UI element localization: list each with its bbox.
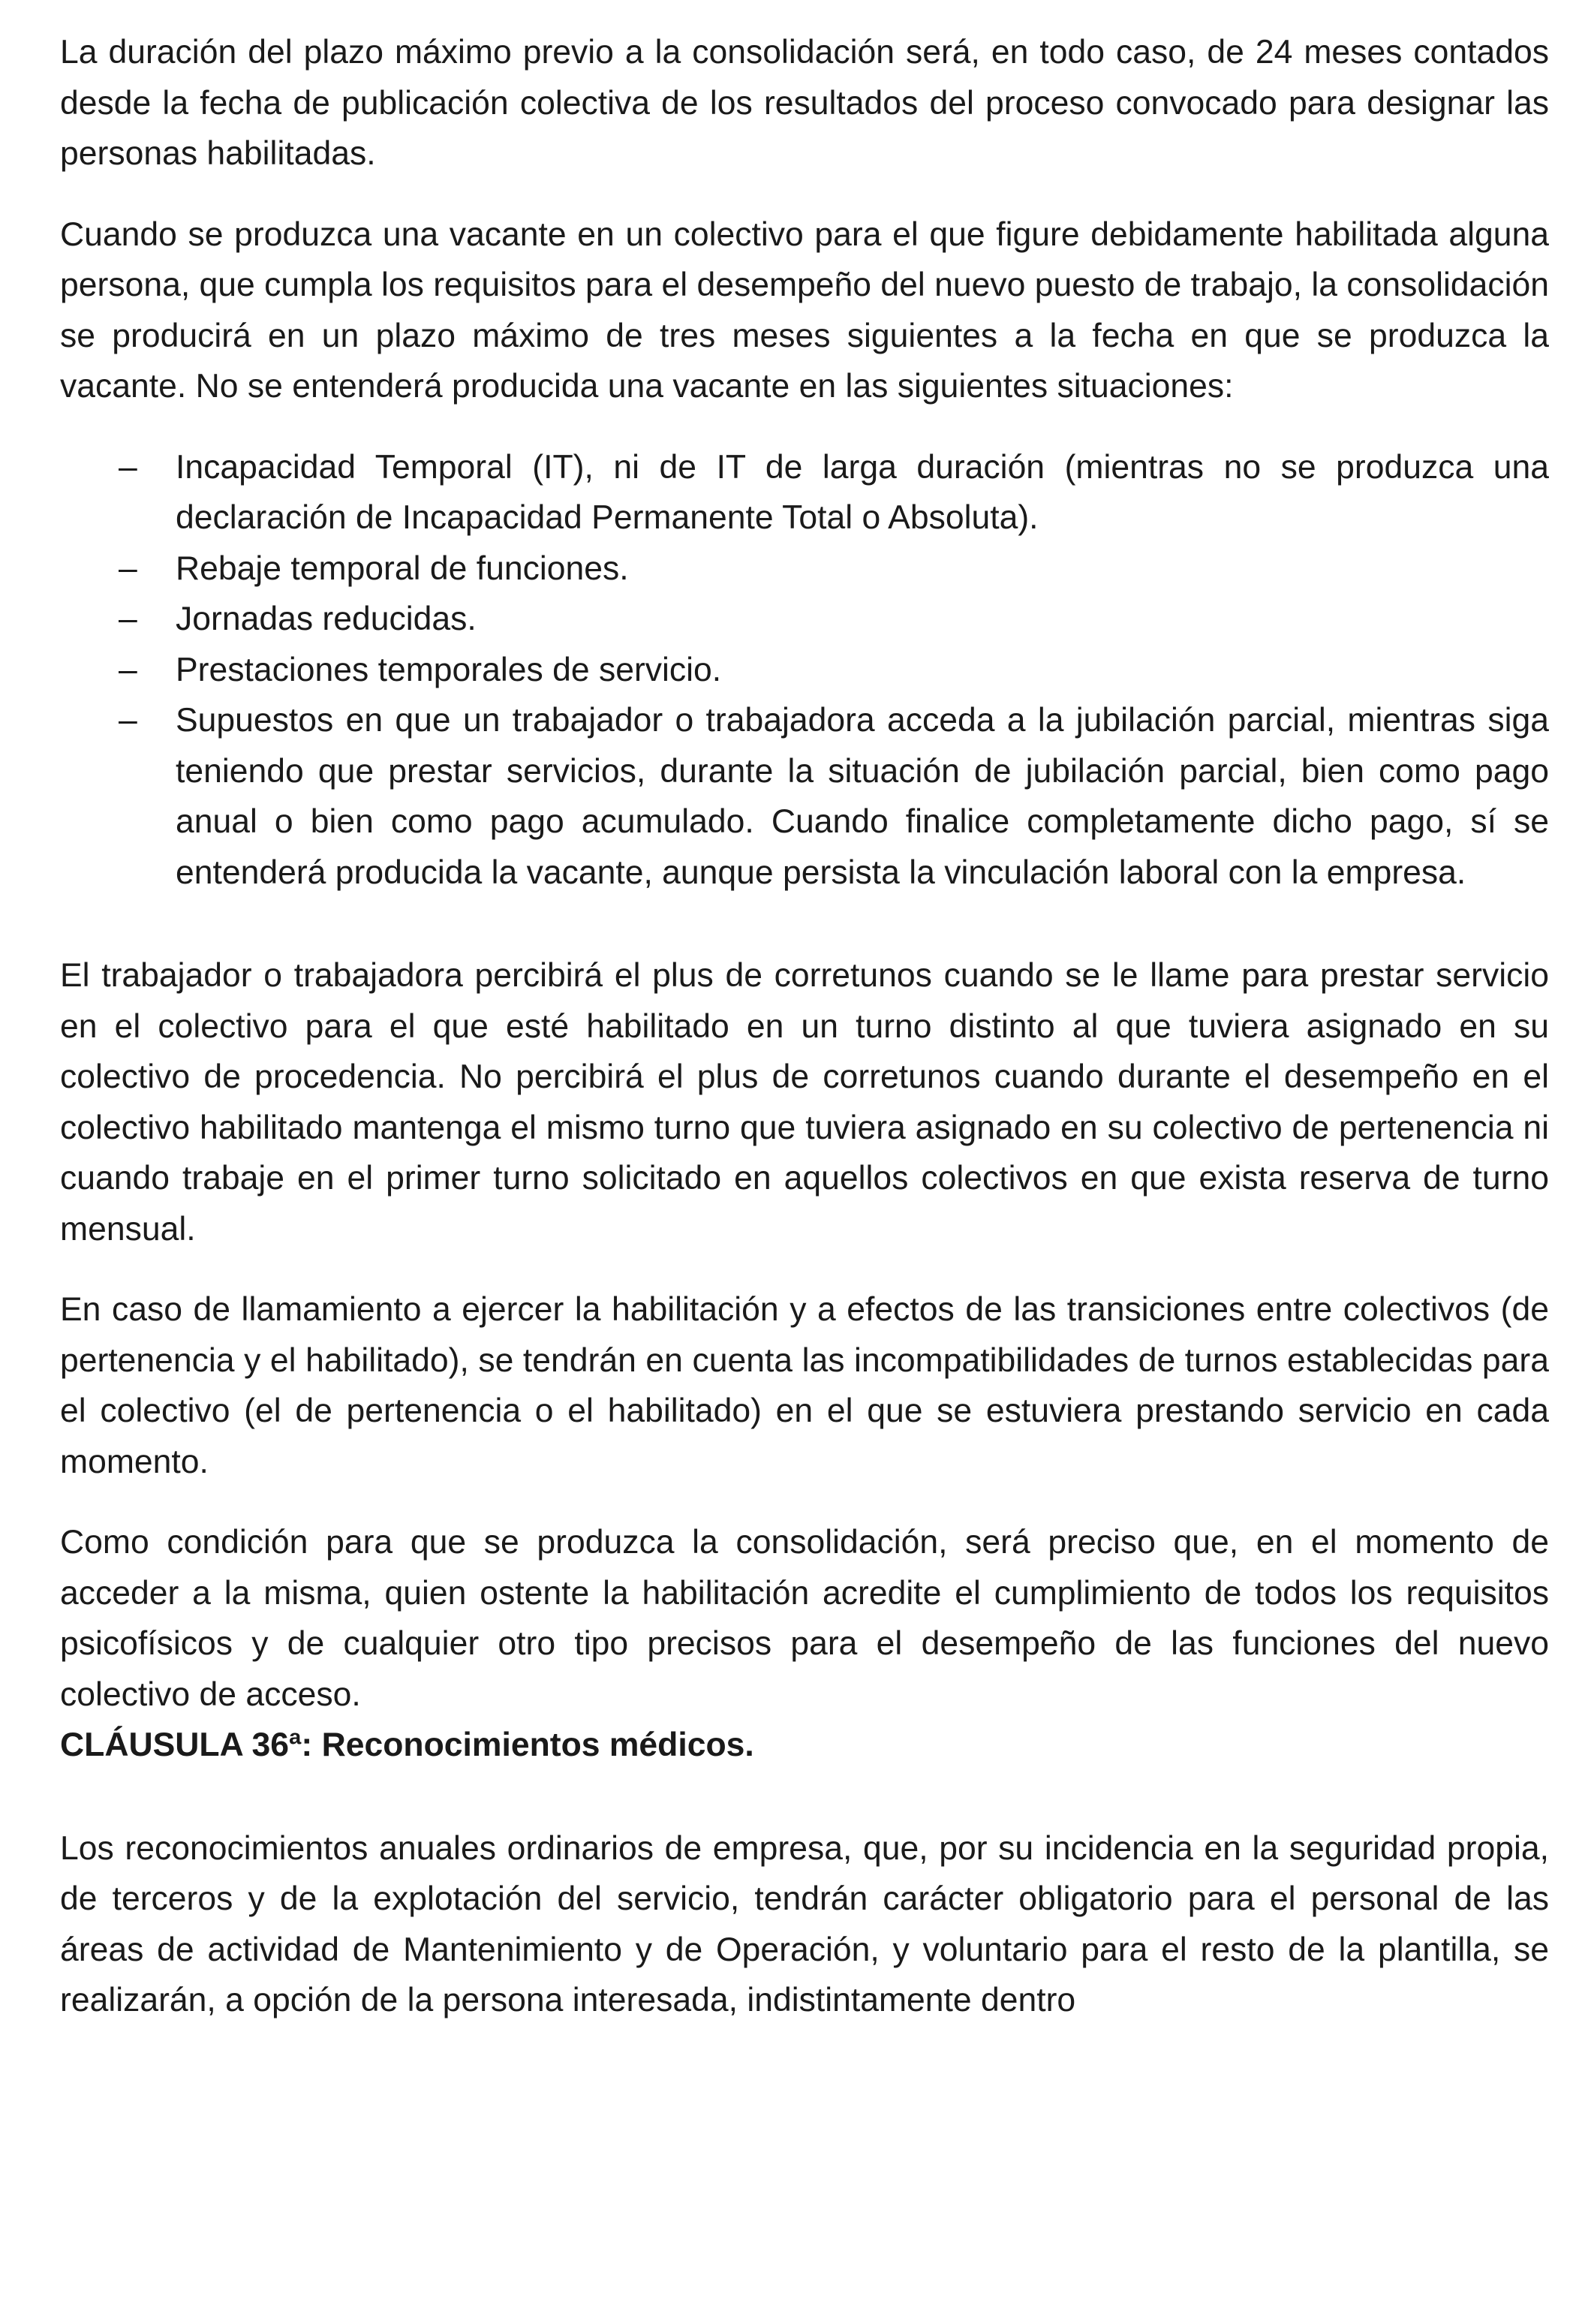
list-item-text: Supuestos en que un trabajador o trabajadora acceda a la jubilación parcial, mientras siga teniendo que prestar servicios, durante la situación de jubilación parcial, bien como pago anual o bien como pago acumulado. Cuando finalice completamente dicho pago, sí se entenderá producida la vacante, aunque persista la vinculación laboral con la empresa. — [176, 702, 1549, 891]
dash-bullet: – — [119, 549, 137, 587]
paragraph-vacancy-consolidation: Cuando se produzca una vacante en un colectivo para el que figure debidamente habilitada alguna persona, que cumpla los requisitos para el desempeño del nuevo puesto de trabajo, la consolidación se producirá en un plazo máximo de tres meses siguientes a la fecha en que se produzca la vacante. No se entenderá producida una vacante en las siguientes situaciones: — [60, 215, 1550, 405]
dash-bullet: – — [119, 448, 137, 486]
dash-bullet: – — [119, 651, 137, 688]
vacancy-exceptions-list — [60, 442, 1549, 899]
paragraph-shift-bonus: El trabajador o trabajadora percibirá el plus de corretunos cuando se le llame para prestar servicio en el colectivo para el que esté habilitado en un turno distinto al que tuviera asignado en su colectivo de procedencia. No percibirá el plus de corretunos cuando durante el desempeño en el colectivo habilitado mantenga el mismo turno que tuviera asignado en su colectivo de pertenencia ni cuando trabaje en el primer turno solicitado en aquellos colectivos en que exista reserva de turno mensual. — [60, 957, 1549, 1248]
dash-bullet: – — [119, 702, 137, 739]
list-item-text: Prestaciones temporales de servicio. — [176, 651, 722, 688]
list-item — [60, 442, 1549, 543]
list-item-text: Rebaje temporal de funciones. — [176, 549, 629, 587]
list-item-text: Incapacidad Temporal (IT), ni de IT de larga duración (mientras no se produzca una declaración de Incapacidad Permanente Total o Absoluta). — [176, 448, 1549, 536]
dash-bullet: – — [119, 601, 137, 637]
paragraph-consolidation-term: La duración del plazo máximo previo a la consolidación será, en todo caso, de 24 meses contados desde la fecha de publicación colectiva de los resultados del proceso convocado para designar las personas habilitadas. — [60, 34, 1549, 172]
list-item — [60, 594, 1549, 645]
list-item-text: Jornadas reducidas. — [176, 601, 477, 637]
clause-heading: CLÁUSULA 36ª: Reconocimientos médicos. — [60, 1726, 754, 1763]
document-page — [60, 27, 1549, 2026]
list-item — [60, 695, 1549, 898]
paragraph-shift-incompatibilities: En caso de llamamiento a ejercer la habilitación y a efectos de las transiciones entre colectivos (de pertenencia y el habilitado), se tendrán en cuenta las incompatibilidades de turnos establecidas para el colectivo (el de pertenencia o el habilitado) en el que se estuviera prestando servicio en cada momento. — [60, 1291, 1549, 1480]
paragraph-medical-checkups: Los reconocimientos anuales ordinarios de empresa, que, por su incidencia en la seguridad propia, de terceros y de la explotación del servicio, tendrán carácter obligatorio para el personal de las áreas de actividad de Mantenimiento y de Operación, y voluntario para el resto de la plantilla, se realizarán, a opción de la persona interesada, indistintamente dentro — [60, 1829, 1549, 2018]
paragraph-consolidation-requirements: Como condición para que se produzca la consolidación, será preciso que, en el momento de acceder a la misma, quien ostente la habilitación acredite el cumplimiento de todos los requisitos psicofísicos y de cualquier otro tipo precisos para el desempeño de las funciones del nuevo colectivo de acceso. — [60, 1524, 1549, 1713]
list-item — [60, 645, 1549, 696]
list-item — [60, 543, 1549, 595]
